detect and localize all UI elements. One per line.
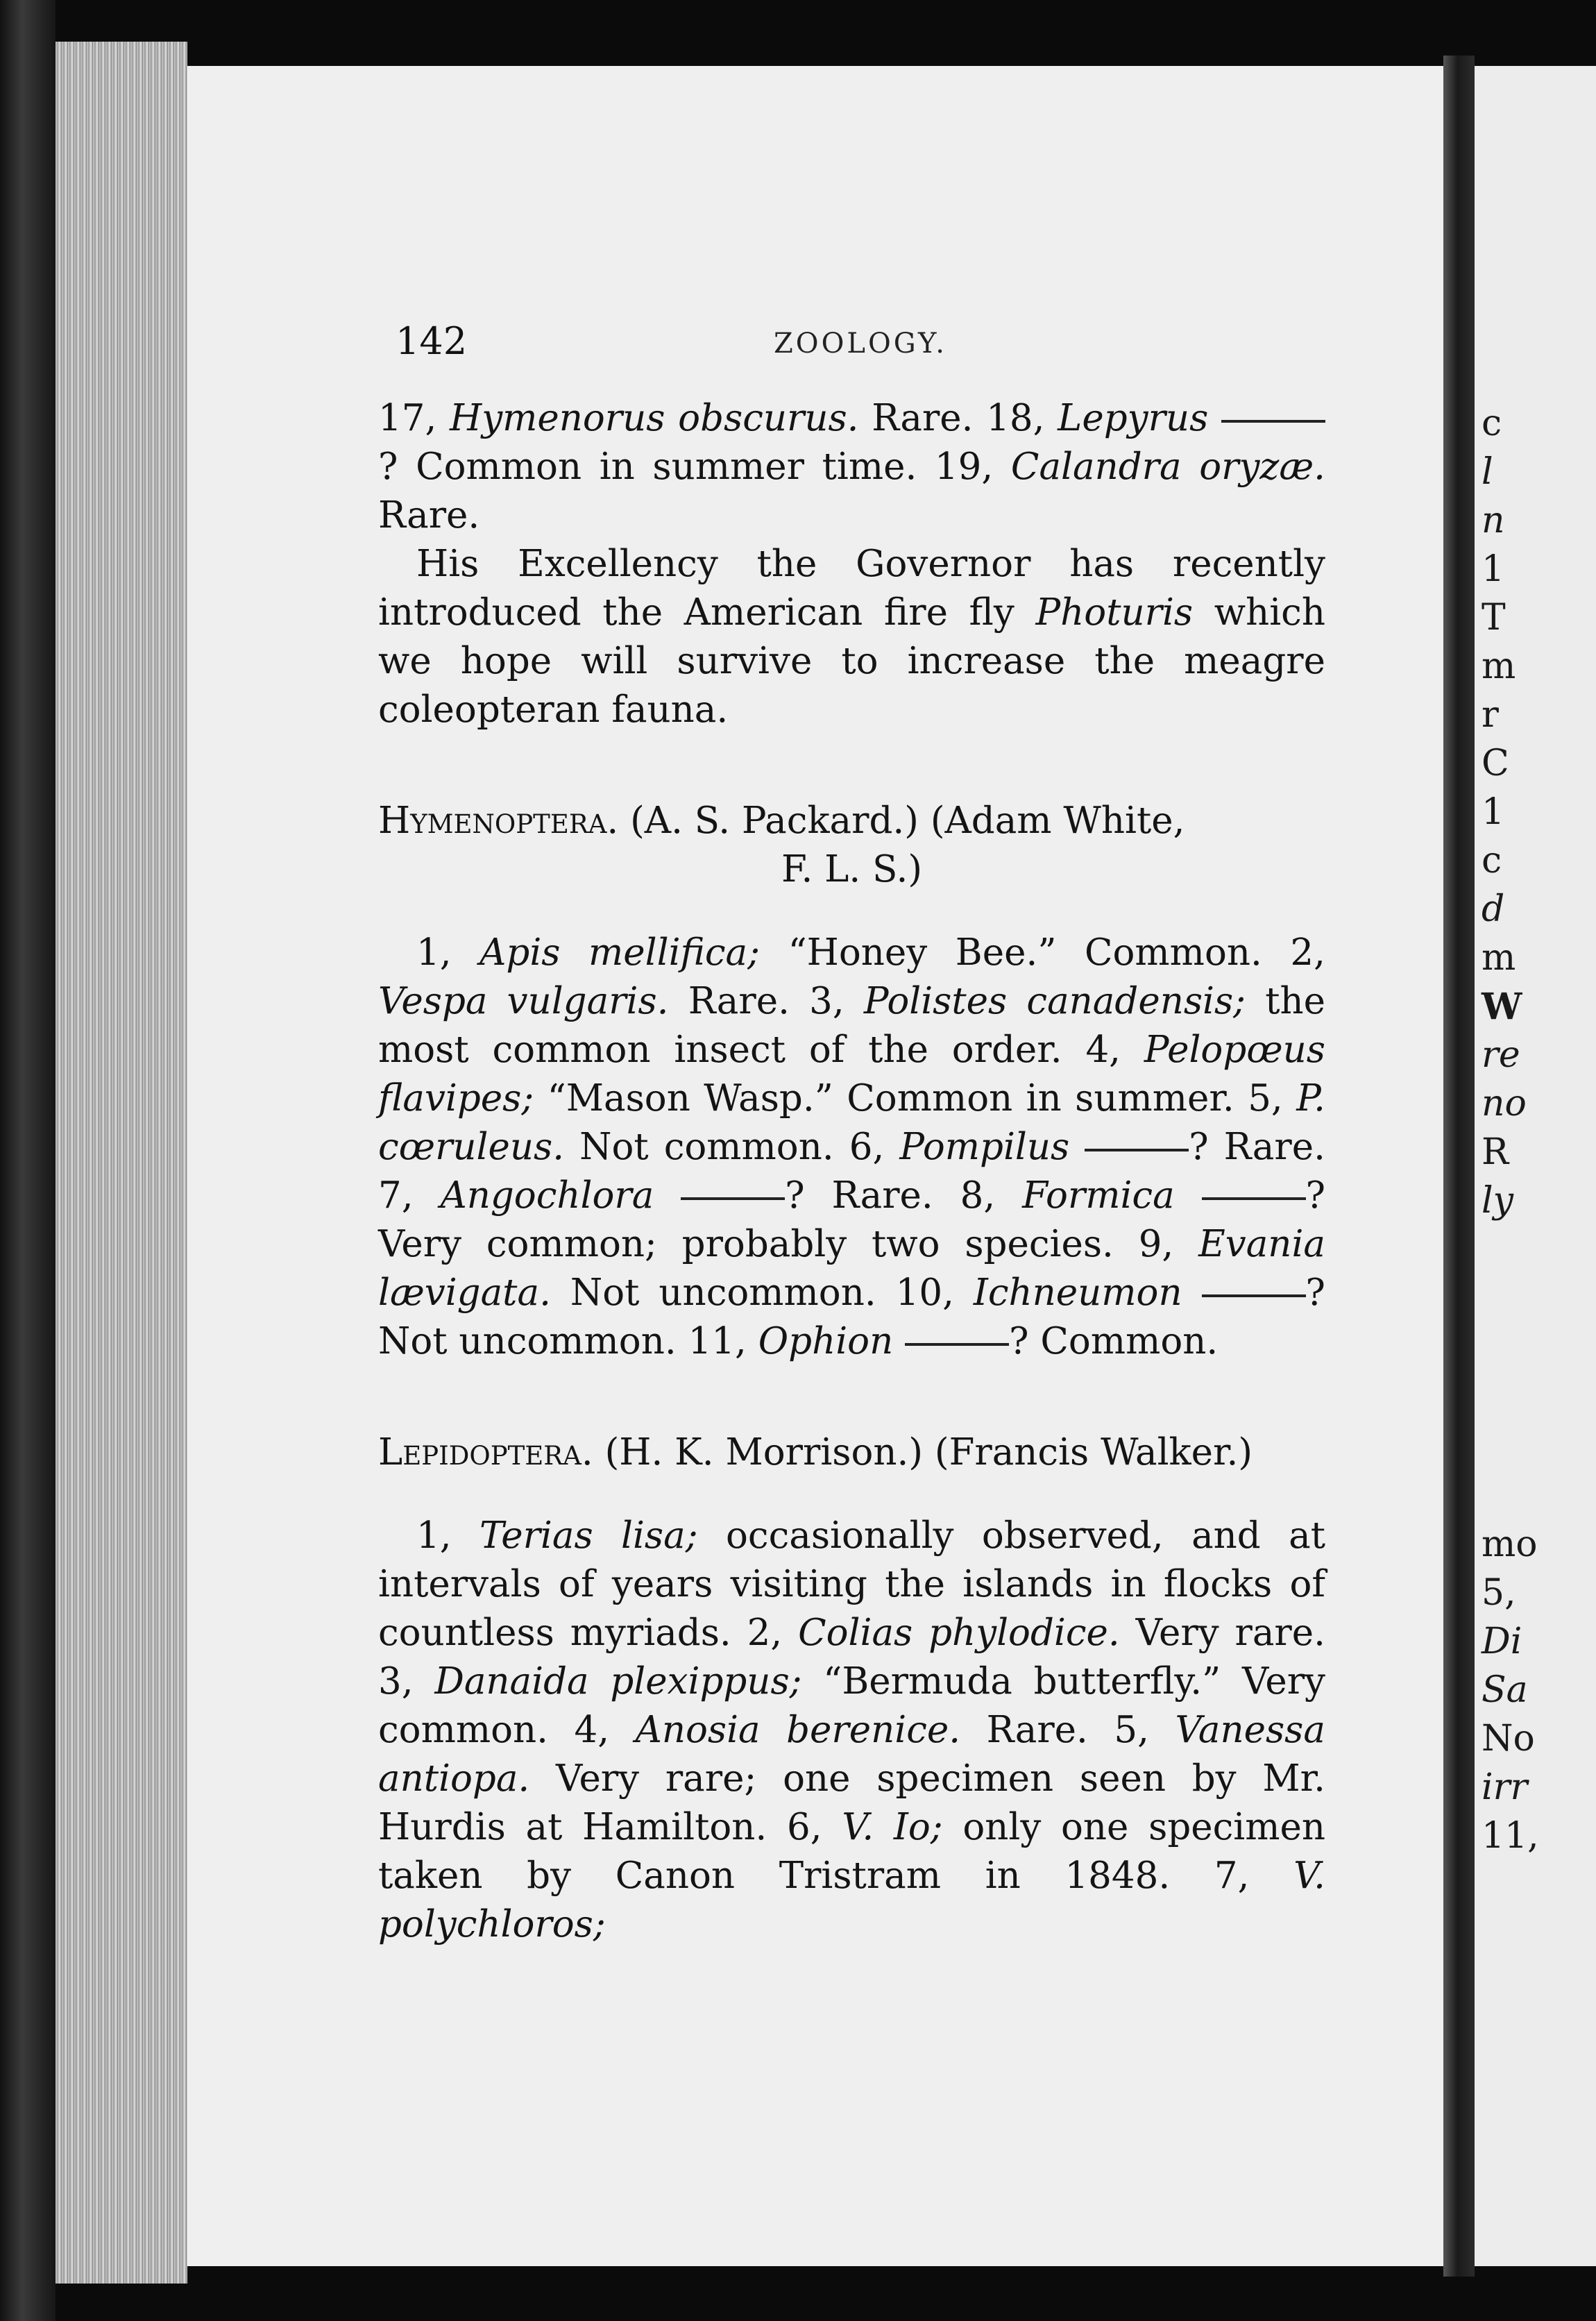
facing-fragment: T [1482,597,1506,639]
facing-fragment: Sa [1482,1669,1528,1711]
facing-fragment: ly [1482,1180,1514,1222]
facing-fragment: 1 [1482,548,1505,590]
hymenoptera-list: 1, Apis mellifica; “Honey Bee.” Common. 2, Vespa vulgaris. Rare. 3, Polistes canadensis; the most common insect of the order. 4, Pelopœus flavipes; “Mason Wasp.” Common in summer. 5, P. cœruleus. Not common. 6, Pompilus ? Rare. 7, Angochlora ? Rare. 8, Formica ? Very common; probably two species. 9, Evania lævigata. Not uncommon. 10, Ichneumon ? Not uncommon. 11, Ophion ? Common. [378,931,1325,1362]
species-name: Hymenorus obscurus. [449,397,859,439]
section-heading-lepidoptera [378,1428,1325,1477]
facing-fragment: 1 [1482,791,1505,833]
facing-fragment: l [1482,451,1493,493]
species-name: Calandra oryzæ. [1010,446,1325,488]
section-title: Lepidoptera. [378,1431,593,1474]
book-gutter [1443,56,1475,2277]
authority: (Francis Walker.) [934,1431,1253,1474]
lepidoptera-list: 1, Terias lisa; occasionally observed, and at intervals of years visiting the islands in flocks of countless myriads. 2, Colias phylodice. Very rare. 3, Danaida plexippus; “Bermuda butterfly.” Very common. 4, Anosia berenice. Rare. 5, Vanessa antiopa. Very rare; one specimen seen by Mr. Hurdis at Hamilton. 6, V. Io; only one specimen taken by Canon Tristram in 1848. 7, V. polychloros; [378,1514,1326,1946]
coleoptera-continuation: 17, Hymenorus obscurus. Rare. 18, Lepyrus ? Common in summer time. 19, Calandra oryzæ. Rare. [378,397,1325,537]
running-head: ZOOLOGY. [774,328,947,360]
governor-paragraph: His Excellency the Governor has recently introduced the American fire fly Photuris which we hope will survive to increase the meagre coleopteran fauna. [378,543,1326,731]
book-spine [0,0,56,2321]
facing-page [1475,66,1596,2266]
species-name: Photuris [1035,591,1194,634]
species-name: Lepyrus [1058,397,1209,439]
section-title: Hymenoptera. [378,800,619,842]
facing-fragment: irr [1482,1766,1528,1808]
page-header [396,319,1325,368]
facing-fragment: 11, [1482,1815,1539,1857]
facing-fragment: mo [1482,1524,1538,1565]
facing-fragment: c [1482,403,1502,444]
facing-fragment: Di [1482,1621,1522,1662]
authority: (H. K. Morrison.) [604,1431,924,1474]
page-body [378,394,1325,1949]
blank-dash [1221,420,1325,423]
facing-fragment: R [1482,1131,1509,1173]
authority: (Adam White, [930,800,1185,842]
section-heading-hymenoptera [378,797,1325,845]
facing-fragment: 5, [1482,1572,1516,1614]
page-edges [56,42,187,2284]
facing-fragment: c [1482,840,1502,881]
facing-fragment: d [1482,888,1505,930]
facing-fragment: n [1482,500,1505,541]
facing-fragment: no [1482,1083,1527,1124]
facing-fragment: m [1482,645,1516,687]
page-number: 142 [396,319,468,363]
authority: (A. S. Packard.) [630,800,919,842]
facing-fragment: re [1482,1034,1520,1076]
facing-fragment: W [1482,986,1522,1028]
facing-fragment: No [1482,1718,1535,1759]
section-heading-cont: F. L. S.) [781,848,923,891]
facing-fragment: C [1482,743,1509,784]
facing-fragment: r [1482,694,1499,736]
facing-fragment: m [1482,937,1516,979]
